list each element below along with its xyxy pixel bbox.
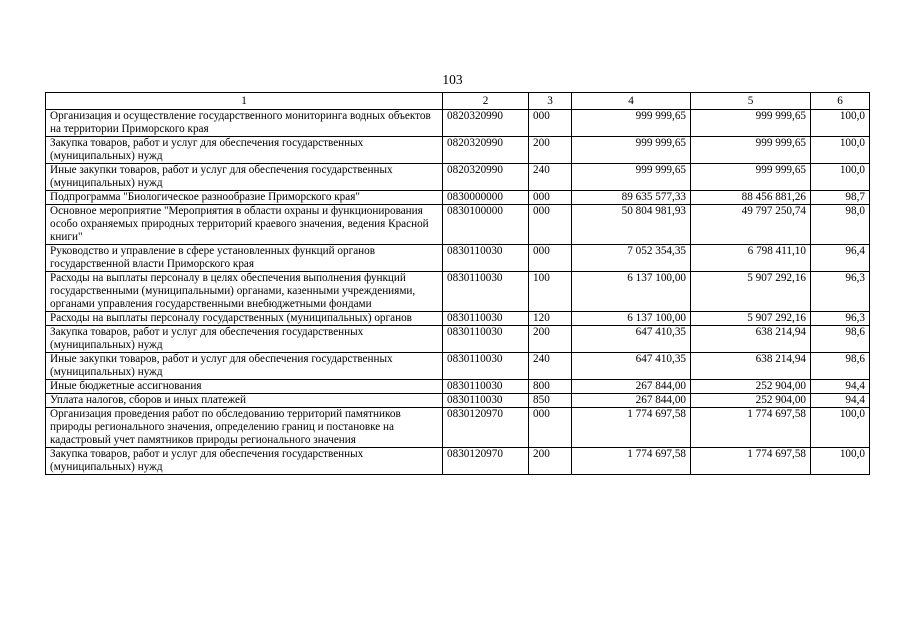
planned-amount-cell: 1 774 697,58 [572, 408, 691, 448]
target-code-cell: 0830110030 [443, 394, 529, 408]
target-code-cell: 0830120970 [443, 448, 529, 475]
page-number: 103 [442, 72, 463, 87]
planned-amount-cell: 89 635 577,33 [572, 191, 691, 205]
expense-name-cell: Иные закупки товаров, работ и услуг для обеспечения государственных (муниципальных) нужд [46, 353, 443, 380]
budget-table [45, 92, 870, 475]
expense-name-cell: Организация проведения работ по обследованию территорий памятников природы регионального значения, определению границ и постановке на кадастровый учет памятников природы регионального значения [46, 408, 443, 448]
expense-name-cell: Организация и осуществление государственного мониторинга водных объектов на территории Приморского края [46, 110, 443, 137]
target-code-cell: 0820320990 [443, 110, 529, 137]
expense-name-cell: Закупка товаров, работ и услуг для обеспечения государственных (муниципальных) нужд [46, 448, 443, 475]
percent-cell: 96,3 [811, 312, 870, 326]
table-body [46, 110, 870, 475]
table-row [46, 245, 870, 272]
percent-cell: 98,6 [811, 326, 870, 353]
actual-amount-cell: 1 774 697,58 [691, 448, 811, 475]
actual-amount-cell: 5 907 292,16 [691, 312, 811, 326]
planned-amount-cell: 6 137 100,00 [572, 312, 691, 326]
table-row [46, 110, 870, 137]
expense-name-cell: Основное мероприятие "Мероприятия в области охраны и функционирования особо охраняемых природных территорий краевого значения, ведения Красной книги" [46, 205, 443, 245]
planned-amount-cell: 267 844,00 [572, 380, 691, 394]
planned-amount-cell: 999 999,65 [572, 110, 691, 137]
expense-type-cell: 200 [529, 137, 572, 164]
expense-type-cell: 240 [529, 164, 572, 191]
actual-amount-cell: 6 798 411,10 [691, 245, 811, 272]
actual-amount-cell: 5 907 292,16 [691, 272, 811, 312]
planned-amount-cell: 647 410,35 [572, 353, 691, 380]
table-row [46, 394, 870, 408]
column-header: 6 [811, 93, 870, 110]
target-code-cell: 0830110030 [443, 245, 529, 272]
target-code-cell: 0830120970 [443, 408, 529, 448]
expense-type-cell: 240 [529, 353, 572, 380]
planned-amount-cell: 6 137 100,00 [572, 272, 691, 312]
actual-amount-cell: 252 904,00 [691, 394, 811, 408]
target-code-cell: 0830110030 [443, 326, 529, 353]
actual-amount-cell: 638 214,94 [691, 353, 811, 380]
percent-cell: 98,6 [811, 353, 870, 380]
percent-cell: 100,0 [811, 408, 870, 448]
expense-name-cell: Закупка товаров, работ и услуг для обеспечения государственных (муниципальных) нужд [46, 326, 443, 353]
actual-amount-cell: 49 797 250,74 [691, 205, 811, 245]
expense-name-cell: Подпрограмма "Биологическое разнообразие Приморского края" [46, 191, 443, 205]
percent-cell: 94,4 [811, 394, 870, 408]
column-header: 5 [691, 93, 811, 110]
actual-amount-cell: 638 214,94 [691, 326, 811, 353]
table-row [46, 380, 870, 394]
percent-cell: 98,0 [811, 205, 870, 245]
percent-cell: 96,3 [811, 272, 870, 312]
planned-amount-cell: 999 999,65 [572, 137, 691, 164]
column-header: 1 [46, 93, 443, 110]
expense-name-cell: Иные закупки товаров, работ и услуг для обеспечения государственных (муниципальных) нужд [46, 164, 443, 191]
table-row [46, 164, 870, 191]
table-row [46, 272, 870, 312]
planned-amount-cell: 647 410,35 [572, 326, 691, 353]
table-row [46, 448, 870, 475]
target-code-cell: 0830110030 [443, 272, 529, 312]
expense-type-cell: 800 [529, 380, 572, 394]
target-code-cell: 0830100000 [443, 205, 529, 245]
target-code-cell: 0830110030 [443, 380, 529, 394]
table-row [46, 205, 870, 245]
table-row [46, 191, 870, 205]
expense-name-cell: Расходы на выплаты персоналу в целях обеспечения выполнения функций государственными (муниципальными) органами, казенными учреждениями, органами управления государственными внебюджетными фондами [46, 272, 443, 312]
percent-cell: 98,7 [811, 191, 870, 205]
percent-cell: 100,0 [811, 137, 870, 164]
expense-type-cell: 850 [529, 394, 572, 408]
planned-amount-cell: 1 774 697,58 [572, 448, 691, 475]
expense-type-cell: 000 [529, 408, 572, 448]
planned-amount-cell: 999 999,65 [572, 164, 691, 191]
expense-type-cell: 200 [529, 448, 572, 475]
expense-type-cell: 000 [529, 205, 572, 245]
expense-name-cell: Руководство и управление в сфере установленных функций органов государственной власти Приморского края [46, 245, 443, 272]
target-code-cell: 0830000000 [443, 191, 529, 205]
expense-type-cell: 000 [529, 245, 572, 272]
table-header-row [46, 93, 870, 110]
table-row [46, 137, 870, 164]
planned-amount-cell: 267 844,00 [572, 394, 691, 408]
expense-name-cell: Иные бюджетные ассигнования [46, 380, 443, 394]
target-code-cell: 0830110030 [443, 312, 529, 326]
actual-amount-cell: 999 999,65 [691, 164, 811, 191]
actual-amount-cell: 999 999,65 [691, 137, 811, 164]
table-row [46, 326, 870, 353]
percent-cell: 100,0 [811, 164, 870, 191]
actual-amount-cell: 999 999,65 [691, 110, 811, 137]
expense-type-cell: 120 [529, 312, 572, 326]
expense-type-cell: 100 [529, 272, 572, 312]
actual-amount-cell: 1 774 697,58 [691, 408, 811, 448]
target-code-cell: 0820320990 [443, 164, 529, 191]
expense-type-cell: 200 [529, 326, 572, 353]
table-row [46, 353, 870, 380]
planned-amount-cell: 50 804 981,93 [572, 205, 691, 245]
planned-amount-cell: 7 052 354,35 [572, 245, 691, 272]
expense-name-cell: Уплата налогов, сборов и иных платежей [46, 394, 443, 408]
percent-cell: 94,4 [811, 380, 870, 394]
percent-cell: 96,4 [811, 245, 870, 272]
target-code-cell: 0820320990 [443, 137, 529, 164]
actual-amount-cell: 88 456 881,26 [691, 191, 811, 205]
target-code-cell: 0830110030 [443, 353, 529, 380]
percent-cell: 100,0 [811, 110, 870, 137]
table-row [46, 312, 870, 326]
expense-type-cell: 000 [529, 110, 572, 137]
column-header: 3 [529, 93, 572, 110]
expense-name-cell: Закупка товаров, работ и услуг для обеспечения государственных (муниципальных) нужд [46, 137, 443, 164]
column-header: 2 [443, 93, 529, 110]
percent-cell: 100,0 [811, 448, 870, 475]
table-row [46, 408, 870, 448]
expense-name-cell: Расходы на выплаты персоналу государственных (муниципальных) органов [46, 312, 443, 326]
expense-type-cell: 000 [529, 191, 572, 205]
actual-amount-cell: 252 904,00 [691, 380, 811, 394]
column-header: 4 [572, 93, 691, 110]
